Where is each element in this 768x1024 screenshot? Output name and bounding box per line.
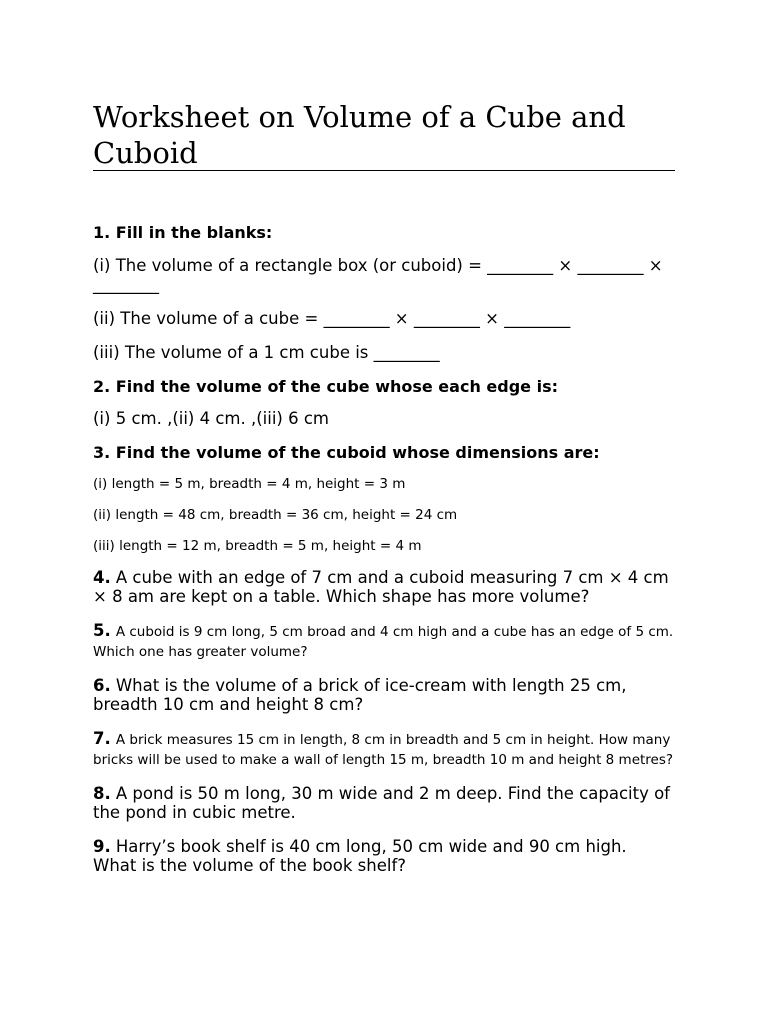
question-number: 4. [93, 568, 111, 587]
question-text: A cube with an edge of 7 cm and a cuboid measuring 7 cm × 4 cm × 8 am are kept on a table. Which shape has more volume? [93, 568, 669, 606]
question-text: A cuboid is 9 cm long, 5 cm broad and 4 cm high and a cube has an edge of 5 cm. Which one has greater volume? [93, 624, 674, 660]
section-1-item-2: (ii) The volume of a cube = ________ × ________ × ________ [93, 309, 571, 328]
question-text: A pond is 50 m long, 30 m wide and 2 m deep. Find the capacity of the pond in cubic metre. [93, 784, 670, 822]
section-3-item-1: (i) length = 5 m, breadth = 4 m, height = 3 m [93, 476, 406, 492]
question-7 [93, 729, 675, 769]
question-4 [93, 568, 675, 606]
section-1-item-3: (iii) The volume of a 1 cm cube is ________ [93, 343, 440, 362]
question-text: A brick measures 15 cm in length, 8 cm in breadth and 5 cm in height. How many bricks will be used to make a wall of length 15 m, breadth 10 m and height 8 metres? [93, 732, 674, 768]
section-1-heading: 1. Fill in the blanks: [93, 223, 273, 242]
question-8 [93, 784, 675, 822]
question-number: 9. [93, 837, 111, 856]
question-number: 5. [93, 621, 111, 640]
question-9 [93, 837, 675, 875]
question-number: 8. [93, 784, 111, 803]
question-6 [93, 676, 675, 714]
question-number: 6. [93, 676, 111, 695]
question-number: 7. [93, 729, 111, 748]
worksheet-content [93, 222, 675, 875]
question-5 [93, 621, 675, 661]
question-text: Harry’s book shelf is 40 cm long, 50 cm wide and 90 cm high. What is the volume of the book shelf? [93, 837, 627, 875]
section-2-heading: 2. Find the volume of the cube whose each edge is: [93, 377, 558, 396]
section-2-item-1: (i) 5 cm. ,(ii) 4 cm. ,(iii) 6 cm [93, 409, 329, 428]
section-3-heading: 3. Find the volume of the cuboid whose dimensions are: [93, 443, 600, 462]
section-3-item-2: (ii) length = 48 cm, breadth = 36 cm, height = 24 cm [93, 507, 458, 523]
page-title: Worksheet on Volume of a Cube and Cuboid [93, 100, 626, 170]
section-3-item-3: (iii) length = 12 m, breadth = 5 m, height = 4 m [93, 538, 422, 554]
title-underline [93, 170, 675, 171]
question-text: What is the volume of a brick of ice-cream with length 25 cm, breadth 10 cm and height 8 cm? [93, 676, 627, 714]
section-1-item-1: (i) The volume of a rectangle box (or cuboid) = ________ × ________ × ________ [93, 256, 663, 294]
